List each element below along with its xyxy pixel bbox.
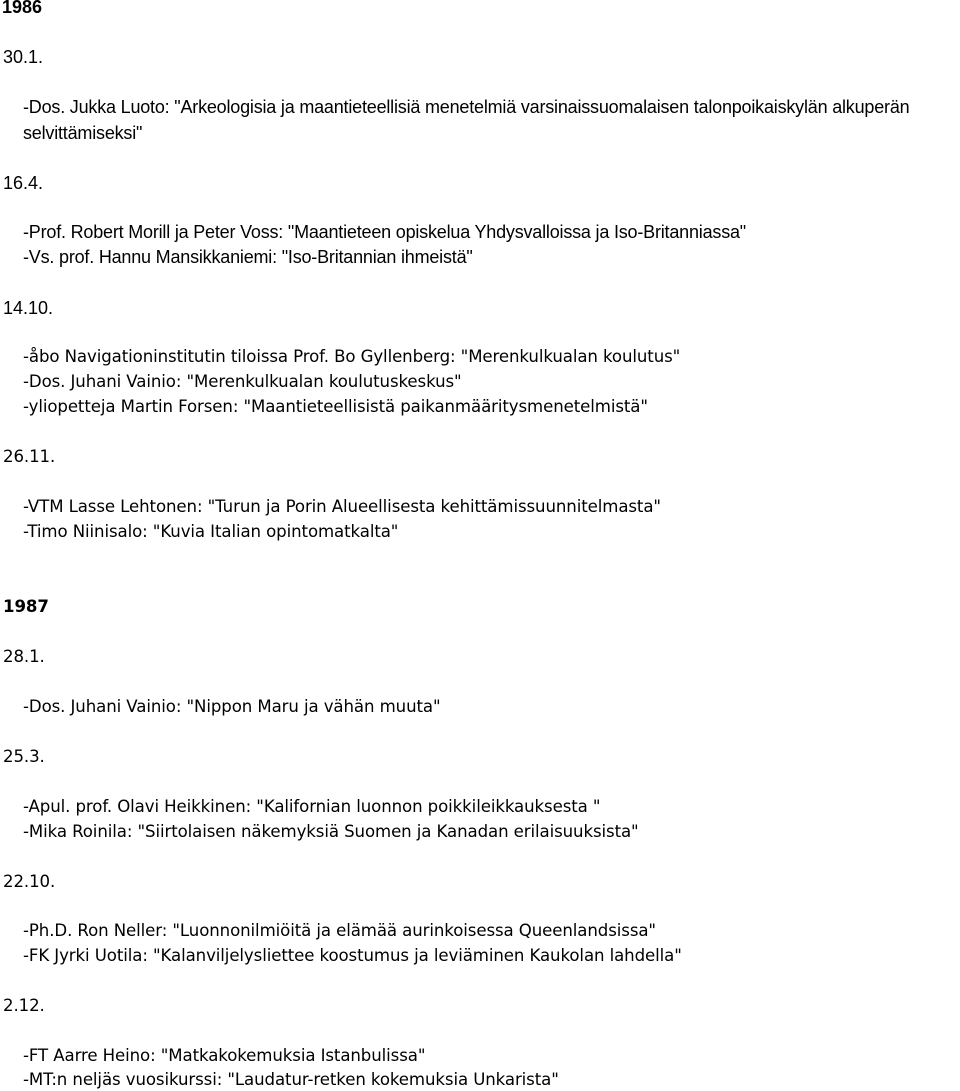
year-heading-1987: 1987	[3, 597, 49, 616]
lecture-entry: -yliopetteja Martin Forsen: "Maantieteellisistä paikanmääritysmenetelmistä"	[23, 397, 648, 416]
lecture-entry: -Dos. Juhani Vainio: "Merenkulkualan koulutuskeskus"	[23, 372, 462, 391]
lecture-entry: -Dos. Juhani Vainio: "Nippon Maru ja vähän muuta"	[23, 697, 441, 716]
lecture-entry: -FT Aarre Heino: "Matkakokemuksia Istanbulissa"	[23, 1046, 426, 1065]
lecture-entry: -Mika Roinila: "Siirtolaisen näkemyksiä Suomen ja Kanadan erilaisuuksista"	[23, 822, 639, 841]
date-heading: 2.12.	[3, 996, 45, 1015]
lecture-entry: -åbo Navigationinstitutin tiloissa Prof. Bo Gyllenberg: "Merenkulkualan koulutus"	[23, 347, 681, 366]
date-heading: 14.10.	[3, 298, 54, 318]
lecture-entry: -FK Jyrki Uotila: "Kalanviljelysliettee koostumus ja leviäminen Kaukolan lahdella"	[23, 946, 682, 965]
lecture-entry: -VTM Lasse Lehtonen: "Turun ja Porin Alueellisesta kehittämissuunnitelmasta"	[23, 497, 661, 516]
lecture-entry: -Dos. Jukka Luoto: "Arkeologisia ja maantieteellisiä menetelmiä varsinaissuomalaisen talonpoikaiskylän alkuperän	[23, 97, 910, 117]
lecture-entry: -Ph.D. Ron Neller: "Luonnonilmiöitä ja elämää aurinkoisessa Queenlandsissa"	[23, 921, 656, 940]
date-heading: 26.11.	[3, 447, 56, 466]
lecture-entry: -MT:n neljäs vuosikurssi: "Laudatur-retken kokemuksia Unkarista"	[23, 1070, 559, 1089]
date-heading: 30.1.	[3, 47, 44, 67]
lecture-entry: selvittämiseksi"	[23, 123, 143, 143]
lecture-entry: -Vs. prof. Hannu Mansikkaniemi: "Iso-Britannian ihmeistä"	[23, 247, 473, 267]
date-heading: 16.4.	[3, 173, 44, 193]
year-heading-1986: 1986	[2, 0, 43, 17]
lecture-entry: -Prof. Robert Morill ja Peter Voss: "Maantieteen opiskelua Yhdysvalloissa ja Iso-Britanniassa"	[23, 222, 746, 242]
lecture-entry: -Timo Niinisalo: "Kuvia Italian opintomatkalta"	[23, 522, 399, 541]
date-heading: 22.10.	[3, 872, 56, 891]
date-heading: 25.3.	[3, 747, 45, 766]
date-heading: 28.1.	[3, 647, 45, 666]
lecture-entry: -Apul. prof. Olavi Heikkinen: "Kalifornian luonnon poikkileikkauksesta "	[23, 797, 601, 816]
